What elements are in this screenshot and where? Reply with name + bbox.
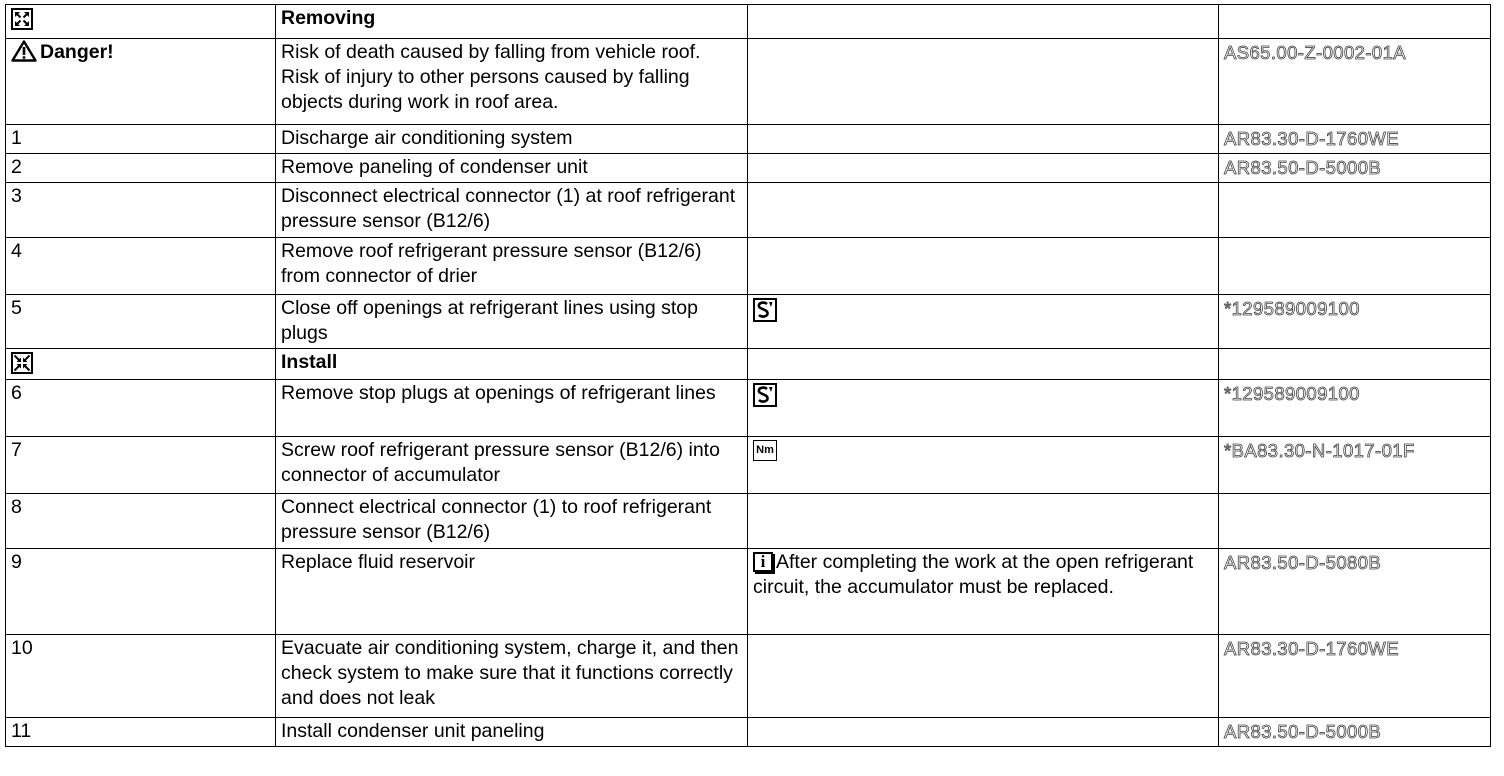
step-number: 3 — [6, 183, 276, 238]
procedure-table — [5, 4, 1491, 747]
step-ref-link[interactable]: AR83.50-D-5000B — [1219, 718, 1491, 747]
step-ref-link — [1219, 238, 1491, 295]
step-number: 6 — [6, 380, 276, 437]
step-text: Screw roof refrigerant pressure sensor (B12/6) into connector of accumulator — [276, 437, 748, 494]
step-text: Install condenser unit paneling — [276, 718, 748, 747]
step-text: Remove stop plugs at openings of refrigerant lines — [276, 380, 748, 437]
collapse-arrows-icon — [11, 352, 33, 374]
step-text: Remove roof refrigerant pressure sensor (B12/6) from connector of drier — [276, 238, 748, 295]
step-number: 5 — [6, 295, 276, 349]
note-text: After completing the work at the open refrigerant circuit, the accumulator must be replaced. — [753, 551, 1194, 598]
step-ref-link — [1219, 494, 1491, 549]
warning-triangle-icon — [11, 40, 37, 62]
step-ref-link[interactable]: AR83.50-D-5000B — [1219, 154, 1491, 183]
step-ref-link[interactable]: AR83.30-D-1760WE — [1219, 635, 1491, 718]
step-text: Remove paneling of condenser unit — [276, 154, 748, 183]
step-number: 1 — [6, 125, 276, 154]
step-number: 10 — [6, 635, 276, 718]
info-icon: i — [753, 552, 773, 572]
special-tool-icon[interactable] — [753, 383, 777, 407]
step-ref-link[interactable]: AR83.50-D-5080B — [1219, 549, 1491, 635]
section-icon-cell — [6, 5, 276, 39]
danger-ref-link[interactable]: AS65.00-Z-0002-01A — [1219, 39, 1491, 125]
tool-cell — [748, 295, 1219, 349]
step-text: Disconnect electrical connector (1) at roof refrigerant pressure sensor (B12/6) — [276, 183, 748, 238]
step-number: 7 — [6, 437, 276, 494]
step-text: Close off openings at refrigerant lines using stop plugs — [276, 295, 748, 349]
section-title: Install — [276, 349, 748, 380]
step-number: 11 — [6, 718, 276, 747]
step-row — [6, 154, 1491, 183]
step-row — [6, 183, 1491, 238]
tool-cell — [748, 380, 1219, 437]
expand-arrows-icon — [11, 8, 33, 30]
step-ref-link — [1219, 183, 1491, 238]
torque-nm-icon[interactable]: Nm — [753, 440, 777, 461]
step-row — [6, 125, 1491, 154]
section-row-removing — [6, 5, 1491, 39]
step-ref-link[interactable]: *129589009100 — [1219, 380, 1491, 437]
step-row — [6, 238, 1491, 295]
step-ref-link[interactable]: *BA83.30-N-1017-01F — [1219, 437, 1491, 494]
section-row-install — [6, 349, 1491, 380]
section-title: Removing — [276, 5, 748, 39]
step-text: Discharge air conditioning system — [276, 125, 748, 154]
danger-label-cell — [6, 39, 276, 125]
special-tool-icon[interactable] — [753, 298, 777, 322]
danger-text: Risk of death caused by falling from vehicle roof. Risk of injury to other persons caused by falling objects during work in roof area. — [276, 39, 748, 125]
step-row — [6, 380, 1491, 437]
step-row — [6, 437, 1491, 494]
step-number: 2 — [6, 154, 276, 183]
section-icon-cell — [6, 349, 276, 380]
torque-cell — [748, 437, 1219, 494]
step-number: 8 — [6, 494, 276, 549]
step-number: 4 — [6, 238, 276, 295]
step-row — [6, 295, 1491, 349]
danger-label: Danger! — [40, 41, 114, 63]
step-number: 9 — [6, 549, 276, 635]
step-row — [6, 635, 1491, 718]
step-ref-link[interactable]: *129589009100 — [1219, 295, 1491, 349]
step-ref-link[interactable]: AR83.30-D-1760WE — [1219, 125, 1491, 154]
step-row — [6, 494, 1491, 549]
step-row — [6, 718, 1491, 747]
step-text: Connect electrical connector (1) to roof refrigerant pressure sensor (B12/6) — [276, 494, 748, 549]
step-text: Evacuate air conditioning system, charge it, and then check system to make sure that it functions correctly and does not leak — [276, 635, 748, 718]
note-cell — [748, 549, 1219, 635]
step-text: Replace fluid reservoir — [276, 549, 748, 635]
step-row — [6, 549, 1491, 635]
danger-row — [6, 39, 1491, 125]
